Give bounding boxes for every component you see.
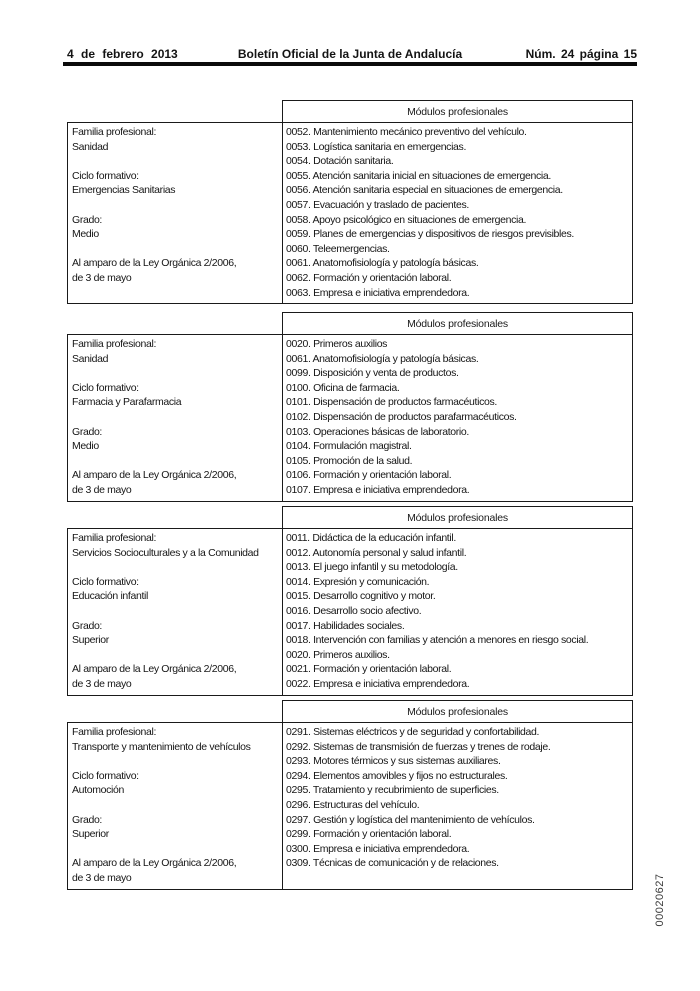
table-header-label: Módulos profesionales xyxy=(407,317,508,330)
module-line: 0106. Formación y orientación laboral. xyxy=(286,469,452,482)
family-info-line: Superior xyxy=(72,828,109,841)
module-line: 0309. Técnicas de comunicación y de relaciones. xyxy=(286,857,499,870)
module-line: 0014. Expresión y comunicación. xyxy=(286,575,430,588)
family-info-line: Al amparo de la Ley Orgánica 2/2006, xyxy=(72,469,237,482)
module-line: 0099. Disposición y venta de productos. xyxy=(286,367,459,380)
family-info-cell xyxy=(68,723,283,889)
family-info-line: Medio xyxy=(72,228,99,241)
family-info-line xyxy=(72,366,280,381)
table-body xyxy=(67,334,633,502)
document-id-vertical: 00020627 xyxy=(654,873,666,927)
family-info-line: Familia profesional: xyxy=(72,126,157,138)
module-line: 0293. Motores térmicos y sus sistemas auxiliares. xyxy=(286,755,501,768)
module-line: 0295. Tratamiento y recubrimiento de superficies. xyxy=(286,784,499,797)
module-line: 0061. Anatomofisiología y patología básicas. xyxy=(286,352,479,365)
table-header-cell xyxy=(282,506,633,528)
module-line: 0060. Teleemergencias. xyxy=(286,242,390,255)
family-info-line xyxy=(72,604,280,619)
module-table xyxy=(67,506,633,696)
family-info-line: de 3 de mayo xyxy=(72,677,132,690)
table-header-cell xyxy=(282,312,633,334)
table-header-label: Módulos profesionales xyxy=(407,105,508,118)
module-table xyxy=(67,700,633,890)
module-table xyxy=(67,312,633,502)
modules-list-cell xyxy=(283,123,632,303)
family-info-line: Sanidad xyxy=(72,352,109,365)
module-line: 0011. Didáctica de la educación infantil. xyxy=(286,532,456,544)
header-date: 4 de febrero 2013 xyxy=(67,47,178,61)
module-line: 0017. Habilidades sociales. xyxy=(286,619,405,632)
table-header-cell xyxy=(282,100,633,122)
family-info-line xyxy=(72,648,280,663)
module-line: 0015. Desarrollo cognitivo y motor. xyxy=(286,590,436,603)
module-line: 0052. Mantenimiento mecánico preventivo del vehículo. xyxy=(286,126,527,138)
module-line: 0016. Desarrollo socio afectivo. xyxy=(286,604,422,617)
module-line: 0296. Estructuras del vehículo. xyxy=(286,798,420,811)
module-line: 0018. Intervención con familias y atención a menores en riesgo social. xyxy=(286,634,589,647)
table-header-cell xyxy=(282,700,633,722)
family-info-line: Servicios Socioculturales y a la Comunidad xyxy=(72,546,259,559)
family-info-line: Grado: xyxy=(72,213,102,226)
family-info-line: de 3 de mayo xyxy=(72,871,132,884)
family-info-line xyxy=(72,454,280,469)
module-line: 0022. Empresa e iniciativa emprendedora. xyxy=(286,677,470,690)
module-line: 0297. Gestión y logística del mantenimiento de vehículos. xyxy=(286,813,535,826)
family-info-line xyxy=(72,242,280,257)
family-info-line xyxy=(72,154,280,169)
module-line: 0057. Evacuación y traslado de pacientes. xyxy=(286,198,469,211)
module-line: 0059. Planes de emergencias y dispositivos de riesgos previsibles. xyxy=(286,228,574,241)
family-info-line: Ciclo formativo: xyxy=(72,381,139,394)
module-line: 0063. Empresa e iniciativa emprendedora. xyxy=(286,286,470,299)
family-info-line: Grado: xyxy=(72,813,102,826)
family-info-line: Emergencias Sanitarias xyxy=(72,184,176,197)
table-header-label: Módulos profesionales xyxy=(407,511,508,524)
module-line: 0104. Formulación magistral. xyxy=(286,440,412,453)
header-rule xyxy=(63,62,637,66)
module-line: 0102. Dispensación de productos parafarmacéuticos. xyxy=(286,410,517,423)
family-info-line: Familia profesional: xyxy=(72,532,157,544)
family-info-line: Al amparo de la Ley Orgánica 2/2006, xyxy=(72,857,237,870)
family-info-line xyxy=(72,798,280,813)
module-line: 0020. Primeros auxilios xyxy=(286,338,388,350)
module-line: 0053. Logística sanitaria en emergencias. xyxy=(286,140,467,153)
module-line: 0300. Empresa e iniciativa emprendedora. xyxy=(286,842,470,855)
module-line: 0299. Formación y orientación laboral. xyxy=(286,828,452,841)
family-info-line: Transporte y mantenimiento de vehículos xyxy=(72,740,251,753)
module-line: 0020. Primeros auxilios. xyxy=(286,648,390,661)
module-line: 0105. Promoción de la salud. xyxy=(286,454,413,467)
module-line: 0058. Apoyo psicológico en situaciones de emergencia. xyxy=(286,213,527,226)
family-info-line: Al amparo de la Ley Orgánica 2/2006, xyxy=(72,663,237,676)
module-line: 0055. Atención sanitaria inicial en situaciones de emergencia. xyxy=(286,169,551,182)
modules-list-cell xyxy=(283,723,632,889)
header-page-number: Núm. 24 página 15 xyxy=(525,47,637,61)
family-info-line: de 3 de mayo xyxy=(72,271,132,284)
family-info-cell xyxy=(68,123,283,303)
module-line: 0062. Formación y orientación laboral. xyxy=(286,271,452,284)
module-line: 0054. Dotación sanitaria. xyxy=(286,155,394,168)
family-info-line xyxy=(72,198,280,213)
family-info-line: Farmacia y Parafarmacia xyxy=(72,396,182,409)
family-info-line: Grado: xyxy=(72,619,102,632)
module-line: 0107. Empresa e iniciativa emprendedora. xyxy=(286,483,470,496)
module-line: 0103. Operaciones básicas de laboratorio. xyxy=(286,425,469,438)
table-body xyxy=(67,722,633,890)
modules-list-cell xyxy=(283,335,632,501)
module-line: 0021. Formación y orientación laboral. xyxy=(286,663,452,676)
family-info-line: Educación infantil xyxy=(72,590,149,603)
family-info-line: de 3 de mayo xyxy=(72,483,132,496)
header-title: Boletín Oficial de la Junta de Andalucía xyxy=(237,47,463,61)
family-info-line: Grado: xyxy=(72,425,102,438)
family-info-cell xyxy=(68,529,283,695)
family-info-line: Sanidad xyxy=(72,140,109,153)
modules-list-cell xyxy=(283,529,632,695)
family-info-line: Al amparo de la Ley Orgánica 2/2006, xyxy=(72,257,237,270)
family-info-line: Ciclo formativo: xyxy=(72,575,139,588)
module-line: 0013. El juego infantil y su metodología. xyxy=(286,561,458,574)
table-body xyxy=(67,528,633,696)
family-info-line: Automoción xyxy=(72,784,124,797)
table-body xyxy=(67,122,633,304)
module-line: 0056. Atención sanitaria especial en situaciones de emergencia. xyxy=(286,184,563,197)
table-header-label: Módulos profesionales xyxy=(407,705,508,718)
family-info-line xyxy=(72,410,280,425)
family-info-line xyxy=(72,842,280,857)
family-info-line xyxy=(72,560,280,575)
module-line: 0100. Oficina de farmacia. xyxy=(286,381,400,394)
module-line: 0291. Sistemas eléctricos y de seguridad y confortabilidad. xyxy=(286,726,540,738)
family-info-line: Familia profesional: xyxy=(72,338,157,350)
family-info-line: Familia profesional: xyxy=(72,726,157,738)
module-table xyxy=(67,100,633,304)
family-info-line xyxy=(72,754,280,769)
family-info-line: Superior xyxy=(72,634,109,647)
family-info-line: Ciclo formativo: xyxy=(72,769,139,782)
module-line: 0101. Dispensación de productos farmacéuticos. xyxy=(286,396,497,409)
family-info-cell xyxy=(68,335,283,501)
module-line: 0292. Sistemas de transmisión de fuerzas y trenes de rodaje. xyxy=(286,740,551,753)
module-line: 0012. Autonomía personal y salud infantil. xyxy=(286,546,467,559)
module-line: 0294. Elementos amovibles y fijos no estructurales. xyxy=(286,769,508,782)
family-info-line: Medio xyxy=(72,440,99,453)
family-info-line: Ciclo formativo: xyxy=(72,169,139,182)
module-line: 0061. Anatomofisiología y patología básicas. xyxy=(286,257,479,270)
